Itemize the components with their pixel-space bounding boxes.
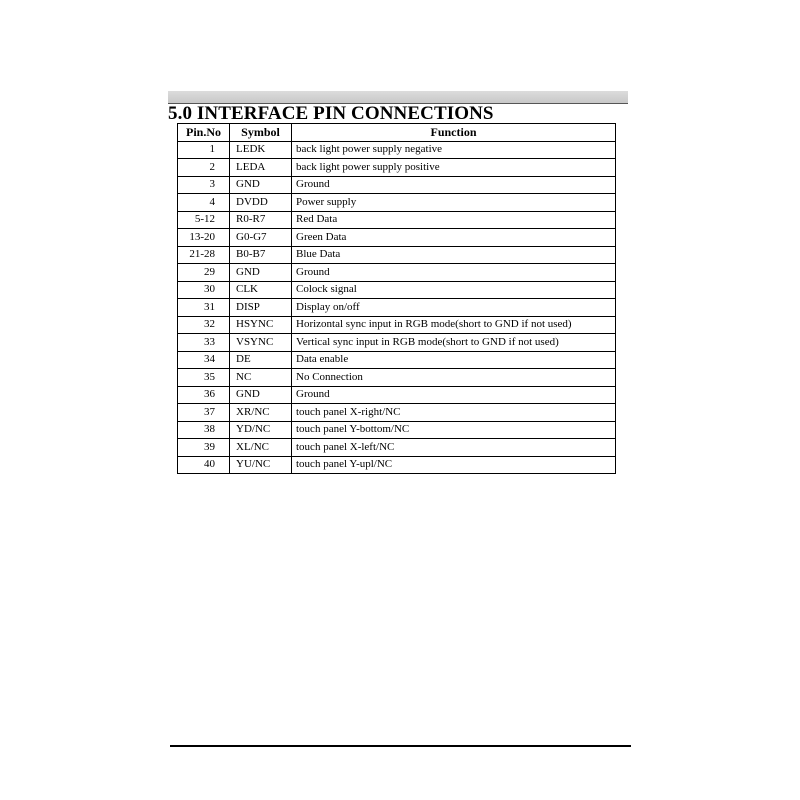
table-row [178, 246, 616, 264]
function-cell: touch panel X-left/NC [292, 439, 616, 457]
function-cell: Red Data [292, 211, 616, 229]
table-row [178, 264, 616, 282]
table-row [178, 159, 616, 177]
table-row [178, 386, 616, 404]
symbol-cell: NC [230, 369, 292, 387]
footer-rule [170, 745, 631, 747]
pin-number-cell: 33 [178, 334, 230, 352]
function-cell: Ground [292, 386, 616, 404]
table-row [178, 299, 616, 317]
symbol-cell: R0-R7 [230, 211, 292, 229]
symbol-cell: G0-G7 [230, 229, 292, 247]
function-cell: Horizontal sync input in RGB mode(short to GND if not used) [292, 316, 616, 334]
table-row [178, 281, 616, 299]
function-cell: back light power supply positive [292, 159, 616, 177]
symbol-cell: GND [230, 264, 292, 282]
symbol-cell: B0-B7 [230, 246, 292, 264]
pin-number-cell: 13-20 [178, 229, 230, 247]
table-row [178, 316, 616, 334]
function-cell: touch panel Y-upl/NC [292, 456, 616, 474]
pin-number-cell: 30 [178, 281, 230, 299]
function-cell: Power supply [292, 194, 616, 212]
symbol-cell: GND [230, 386, 292, 404]
symbol-cell: HSYNC [230, 316, 292, 334]
pin-number-cell: 29 [178, 264, 230, 282]
function-cell: No Connection [292, 369, 616, 387]
symbol-cell: CLK [230, 281, 292, 299]
symbol-cell: VSYNC [230, 334, 292, 352]
pin-number-cell: 1 [178, 141, 230, 159]
table-row [178, 334, 616, 352]
table-row [178, 439, 616, 457]
symbol-cell: LEDK [230, 141, 292, 159]
symbol-cell: DISP [230, 299, 292, 317]
pin-number-cell: 4 [178, 194, 230, 212]
pin-number-cell: 2 [178, 159, 230, 177]
pin-number-cell: 21-28 [178, 246, 230, 264]
symbol-cell: YD/NC [230, 421, 292, 439]
table-row [178, 369, 616, 387]
pin-number-cell: 34 [178, 351, 230, 369]
symbol-cell: XR/NC [230, 404, 292, 422]
table-row [178, 141, 616, 159]
symbol-cell: DVDD [230, 194, 292, 212]
function-cell: back light power supply negative [292, 141, 616, 159]
table-row [178, 194, 616, 212]
column-header-symbol: Symbol [230, 124, 292, 142]
column-header-function: Function [292, 124, 616, 142]
function-cell: Green Data [292, 229, 616, 247]
symbol-cell: GND [230, 176, 292, 194]
function-cell: Display on/off [292, 299, 616, 317]
symbol-cell: YU/NC [230, 456, 292, 474]
table-header-row [178, 124, 616, 142]
function-cell: Colock signal [292, 281, 616, 299]
function-cell: touch panel Y-bottom/NC [292, 421, 616, 439]
function-cell: Vertical sync input in RGB mode(short to GND if not used) [292, 334, 616, 352]
pin-number-cell: 32 [178, 316, 230, 334]
function-cell: Ground [292, 264, 616, 282]
pin-number-cell: 39 [178, 439, 230, 457]
pin-number-cell: 3 [178, 176, 230, 194]
pin-number-cell: 35 [178, 369, 230, 387]
table-row [178, 421, 616, 439]
section-title: 5.0 INTERFACE PIN CONNECTIONS [168, 103, 494, 124]
pin-number-cell: 37 [178, 404, 230, 422]
symbol-cell: DE [230, 351, 292, 369]
table-row [178, 229, 616, 247]
pin-number-cell: 31 [178, 299, 230, 317]
table-row [178, 404, 616, 422]
column-header-pin-no: Pin.No [178, 124, 230, 142]
function-cell: touch panel X-right/NC [292, 404, 616, 422]
pin-number-cell: 38 [178, 421, 230, 439]
function-cell: Data enable [292, 351, 616, 369]
function-cell: Ground [292, 176, 616, 194]
symbol-cell: LEDA [230, 159, 292, 177]
table-row [178, 176, 616, 194]
table-row [178, 456, 616, 474]
function-cell: Blue Data [292, 246, 616, 264]
table-row [178, 211, 616, 229]
table-body [178, 141, 616, 474]
table-row [178, 351, 616, 369]
pin-number-cell: 5-12 [178, 211, 230, 229]
pin-number-cell: 40 [178, 456, 230, 474]
pin-number-cell: 36 [178, 386, 230, 404]
symbol-cell: XL/NC [230, 439, 292, 457]
pin-connections-table [177, 123, 616, 474]
